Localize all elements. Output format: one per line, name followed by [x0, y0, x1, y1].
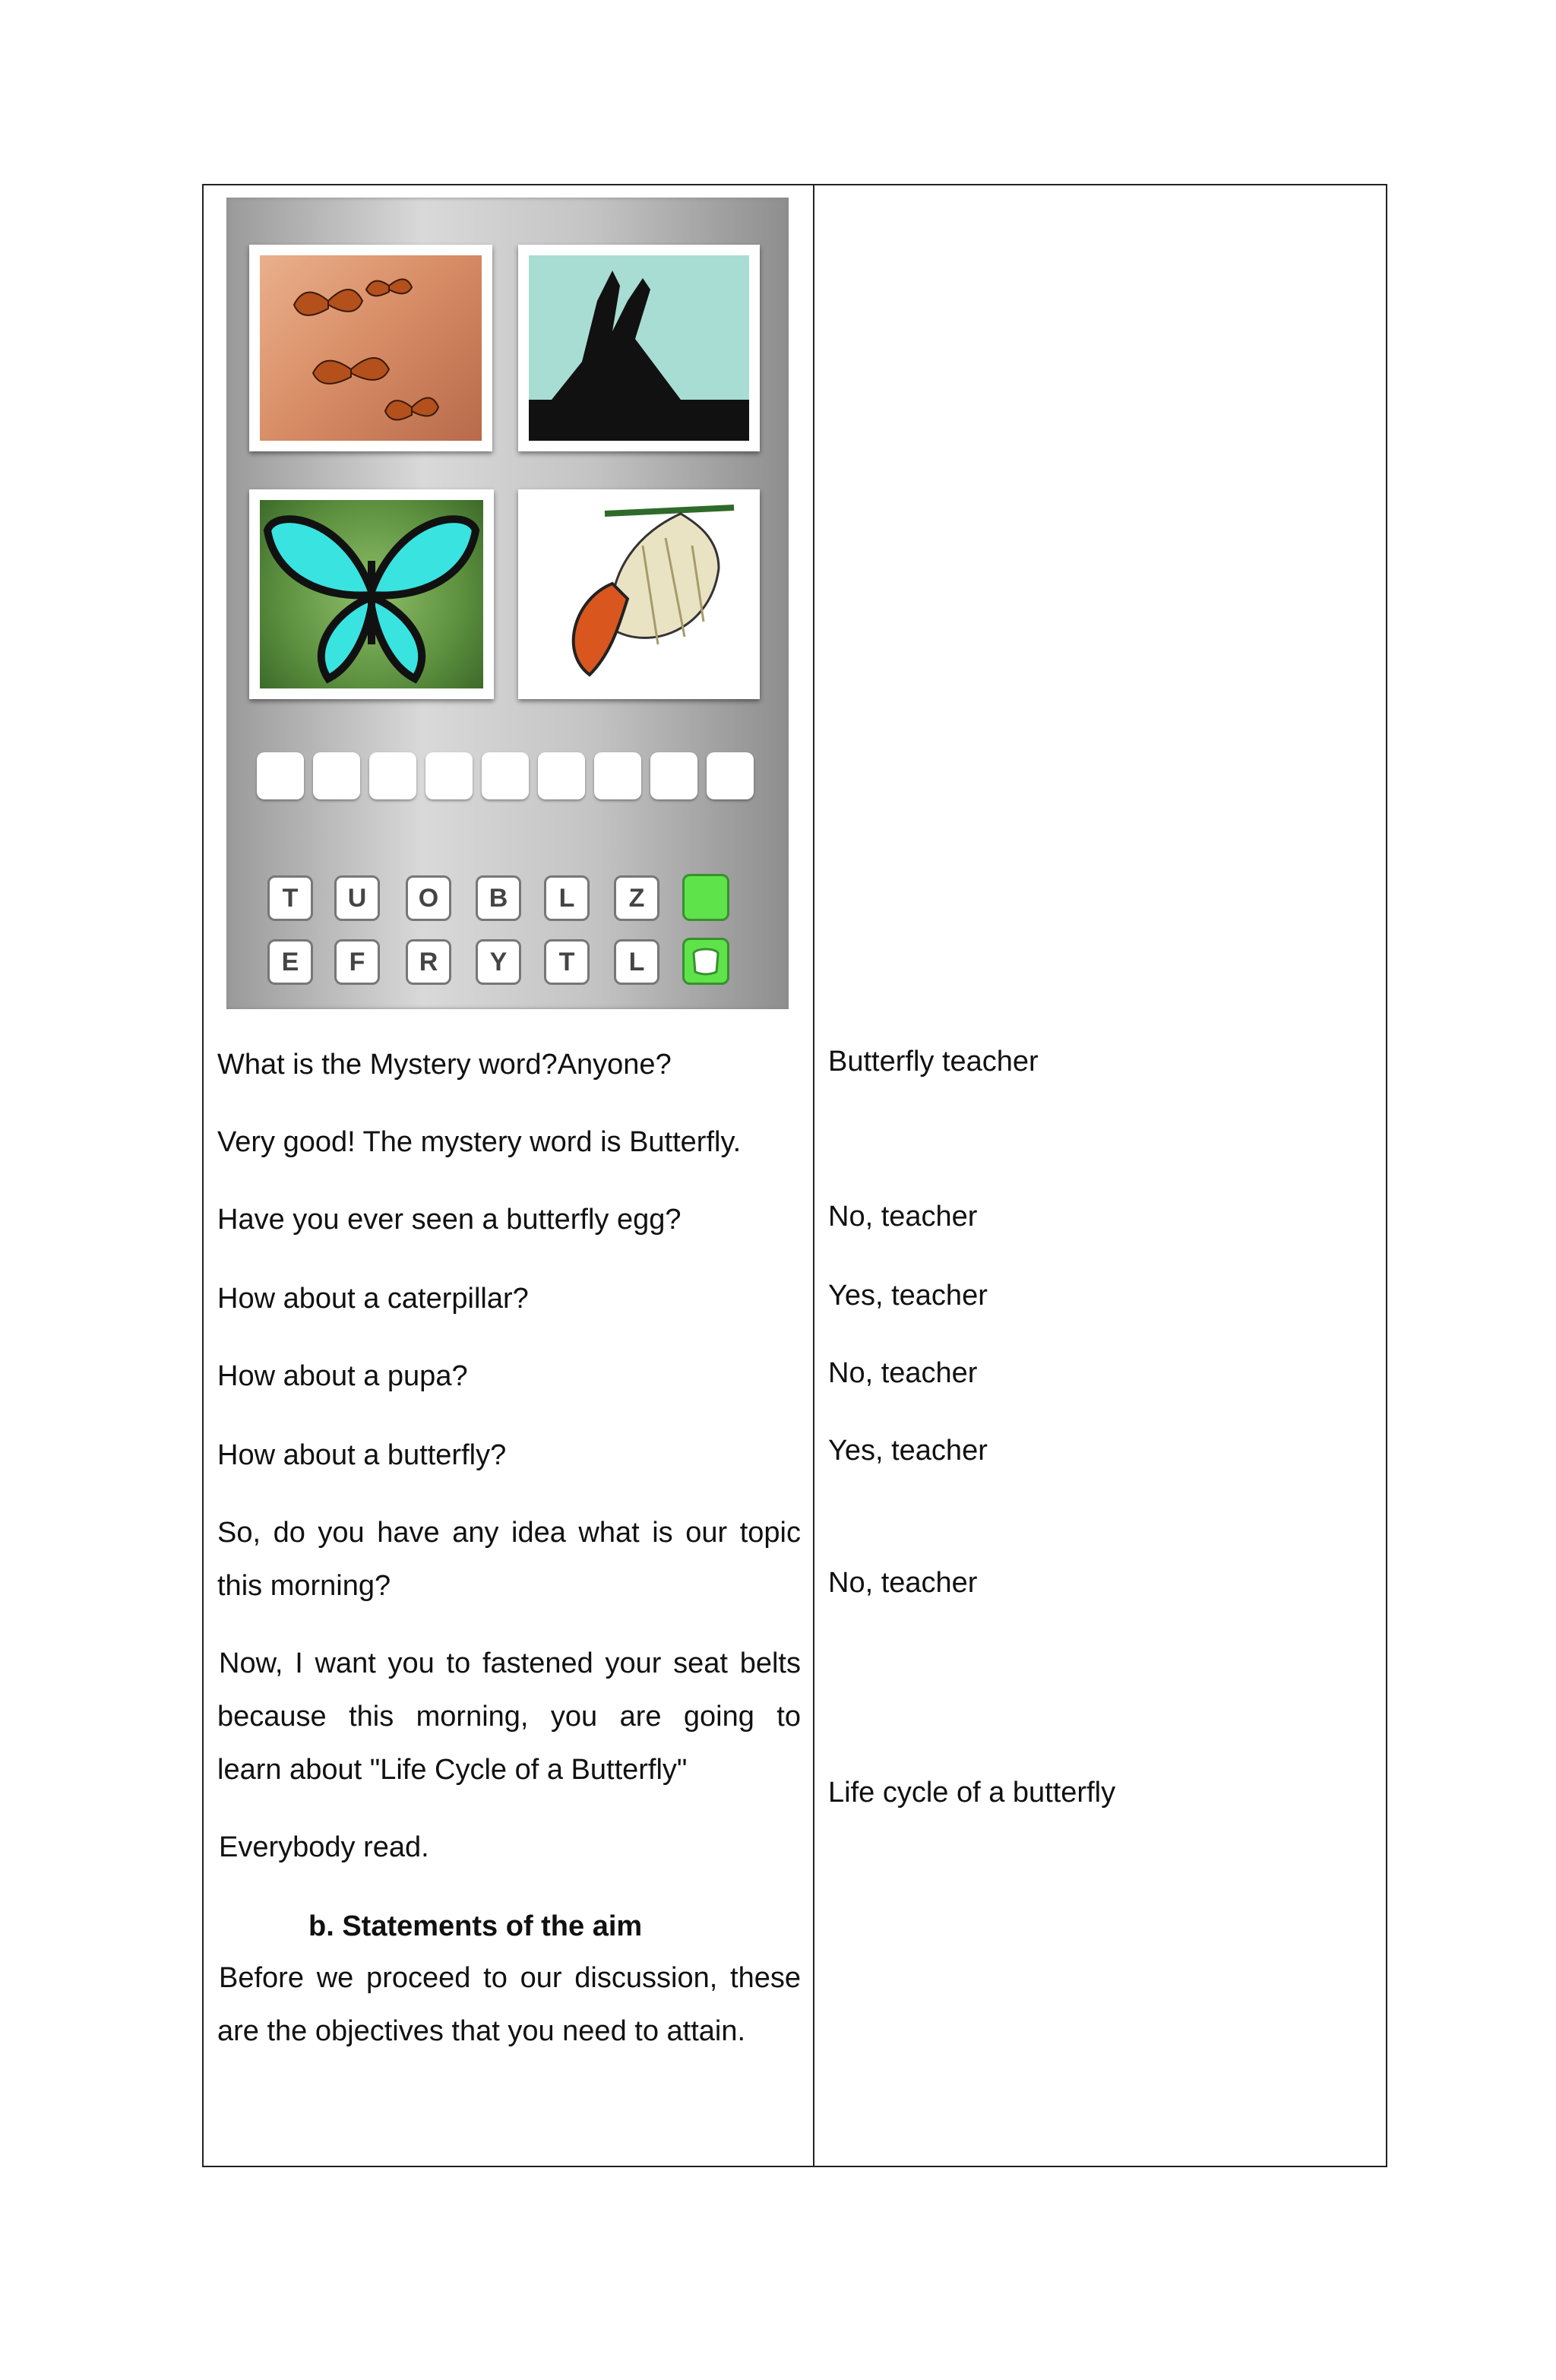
letter-key[interactable]: T [544, 939, 590, 985]
teacher-paragraph-line2: because this morning, you are going to [217, 1701, 801, 1733]
student-answer-caterpillar: Yes, teacher [828, 1280, 988, 1312]
chrysalis-photo [518, 489, 760, 699]
letter-key[interactable]: U [334, 875, 380, 921]
student-answer-topic: No, teacher [828, 1567, 978, 1599]
letter-key[interactable]: L [614, 939, 659, 985]
teacher-instruction: Everybody read. [219, 1831, 429, 1863]
letter-key[interactable]: L [544, 875, 590, 921]
butterfly-tattoo-photo [249, 245, 492, 451]
teacher-question-topic-line1: So, do you have any idea what is our topic [217, 1517, 801, 1549]
emerging-butterfly-icon [529, 500, 749, 688]
answer-slot[interactable] [707, 752, 754, 799]
teacher-question-butterfly: How about a butterfly? [217, 1439, 507, 1471]
letter-key[interactable]: Y [476, 939, 521, 985]
answer-slot[interactable] [257, 752, 304, 799]
teacher-question-egg: Have you ever seen a butterfly egg? [217, 1204, 682, 1236]
teacher-question-topic-line2: this morning? [217, 1570, 391, 1602]
answer-slot[interactable] [369, 752, 416, 799]
tattoo-butterflies-icon [260, 255, 482, 441]
clear-button[interactable] [682, 938, 729, 985]
letter-key[interactable]: Z [614, 875, 659, 921]
teacher-paragraph-line1: Now, I want you to fastened your seat belts [219, 1647, 801, 1679]
answer-slot[interactable] [313, 752, 360, 799]
trash-icon [685, 940, 727, 983]
student-answer-mystery-word: Butterfly teacher [828, 1046, 1039, 1078]
section-heading-aim: b. Statements of the aim [308, 1910, 643, 1942]
letter-key[interactable]: E [267, 939, 313, 985]
four-pics-one-word-puzzle [226, 198, 789, 1009]
hint-button[interactable] [682, 874, 729, 921]
letter-key[interactable]: R [406, 939, 451, 985]
letter-key[interactable]: B [476, 875, 521, 921]
answer-slot[interactable] [425, 752, 473, 799]
lesson-table [202, 184, 1387, 2167]
student-reading-topic: Life cycle of a butterfly [828, 1777, 1116, 1809]
answer-slot[interactable] [650, 752, 697, 799]
student-answer-egg: No, teacher [828, 1201, 978, 1233]
hand-shadow-photo [518, 245, 760, 451]
column-divider [813, 185, 814, 2166]
teacher-objectives-line2: are the objectives that you need to attain. [217, 2015, 746, 2047]
teacher-question-mystery-word: What is the Mystery word?Anyone? [217, 1049, 672, 1081]
hand-shadow-icon [529, 255, 749, 441]
answer-slot[interactable] [594, 752, 641, 799]
teacher-question-pupa: How about a pupa? [217, 1360, 468, 1392]
blue-butterfly-photo [249, 489, 494, 699]
teacher-objectives-line1: Before we proceed to our discussion, these [219, 1962, 801, 1994]
student-answer-butterfly: Yes, teacher [828, 1435, 988, 1467]
letter-key[interactable]: O [406, 875, 451, 921]
letter-key[interactable]: T [267, 875, 313, 921]
student-answer-pupa: No, teacher [828, 1357, 978, 1389]
teacher-praise: Very good! The mystery word is Butterfly. [217, 1126, 742, 1158]
answer-slot[interactable] [538, 752, 585, 799]
teacher-paragraph-line3: learn about "Life Cycle of a Butterfly" [217, 1754, 688, 1786]
letter-key[interactable]: F [334, 939, 380, 985]
blue-butterfly-icon [260, 500, 483, 688]
teacher-question-caterpillar: How about a caterpillar? [217, 1283, 529, 1315]
answer-slot[interactable] [482, 752, 529, 799]
